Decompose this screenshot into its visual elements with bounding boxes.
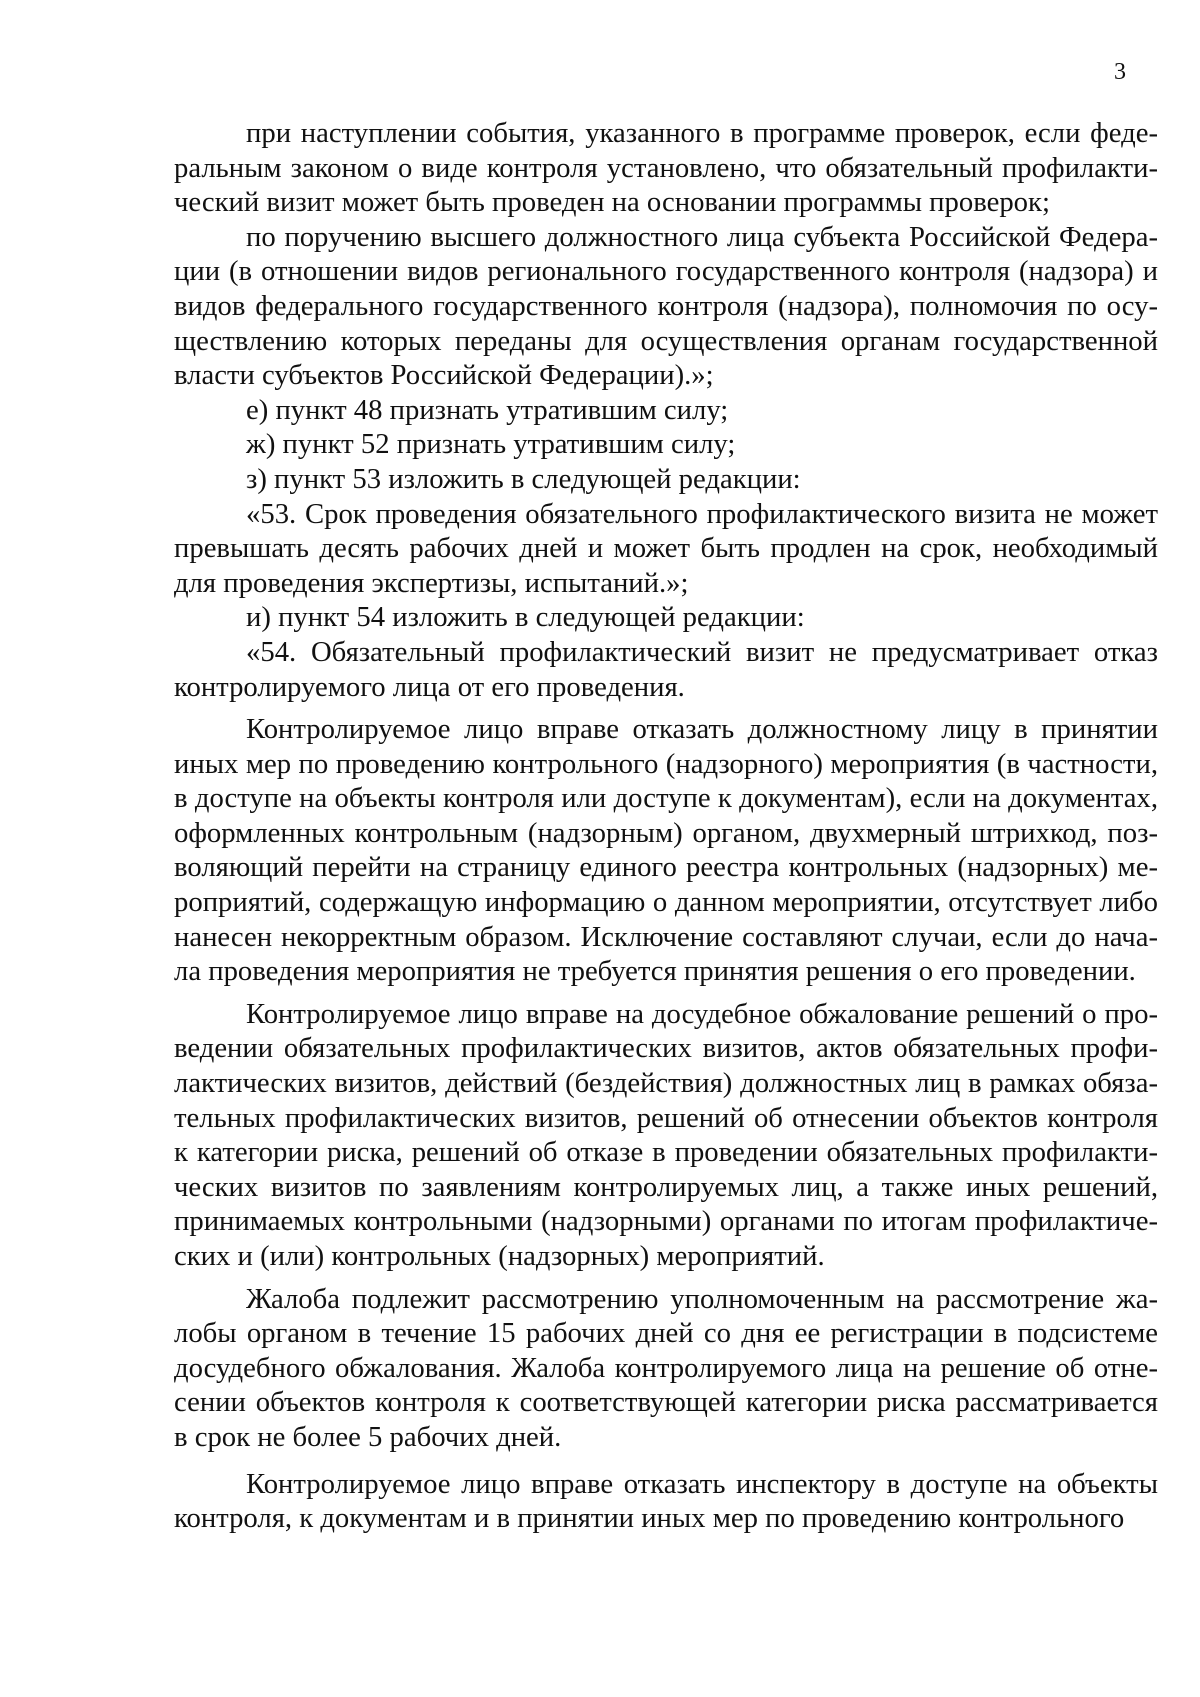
- list-item: ж) пункт 52 признать утратившим силу;: [246, 428, 736, 461]
- paragraph: Контролируемое лицо вправе отказать должностному лицу в принятии иных мер по проведению контрольного (надзорного) мероприятия (в частности, в доступе на объекты контроля или доступе к документам), если на документах, оформленных контрольным (надзорным) органом, двухмерный штрихкод, позволяющий перейти на страницу единого реестра контрольных (надзорных) мероприятий, содержащую информацию о данном мероприятии, отсутствует либо нанесен некорректным образом. Исключение составляют случаи, если до начала проведения мероприятия не требуется принятия решения о его проведении.: [174, 713, 1158, 988]
- page-number: 3: [1114, 59, 1126, 85]
- list-item: з) пункт 53 изложить в следующей редакции:: [246, 462, 801, 495]
- paragraph: по поручению высшего должностного лица субъекта Российской Федерации (в отношении видов регионального государственного контроля (надзора) и видов федерального государственного контроля (надзора), полномочия по осуществлению которых переданы для осуществления органам государственной власти субъектов Российской Федерации).»;: [174, 220, 1158, 392]
- quoted-clause: «54. Обязательный профилактический визит не предусматривает отказ контролируемого лица от его проведения.: [174, 635, 1158, 703]
- document-body: [174, 116, 1158, 1536]
- paragraph: Контролируемое лицо вправе отказать инспектору в доступе на объекты контроля, к документам и в принятии иных мер по проведению контрольного: [174, 1467, 1158, 1535]
- paragraph: Контролируемое лицо вправе на досудебное обжалование решений о проведении обязательных профилактических визитов, актов обязательных профилактических визитов, действий (бездействия) должностных лиц в рамках обязательных профилактических визитов, решений об отнесении объектов контроля к категории риска, решений об отказе в проведении обязательных профилактических визитов по заявлениям контролируемых лиц, а также иных решений, принимаемых контрольными (надзорными) органами по итогам профилактических и (или) контрольных (надзорных) мероприятий.: [174, 997, 1158, 1272]
- paragraph: при наступлении события, указанного в программе проверок, если федеральным законом о виде контроля установлено, что обязательный профилактический визит может быть проведен на основании программы проверок;: [174, 117, 1158, 219]
- list-item: е) пункт 48 признать утратившим силу;: [246, 393, 729, 426]
- quoted-clause: «53. Срок проведения обязательного профилактического визита не может превышать десять рабочих дней и может быть продлен на срок, необходимый для проведения экспертизы, испытаний.»;: [174, 497, 1158, 599]
- list-item: и) пункт 54 изложить в следующей редакции:: [246, 601, 805, 634]
- paragraph: Жалоба подлежит рассмотрению уполномоченным на рассмотрение жалобы органом в течение 15 рабочих дней со дня ее регистрации в подсистеме досудебного обжалования. Жалоба контролируемого лица на решение об отнесении объектов контроля к соответствующей категории риска рассматривается в срок не более 5 рабочих дней.: [174, 1282, 1158, 1453]
